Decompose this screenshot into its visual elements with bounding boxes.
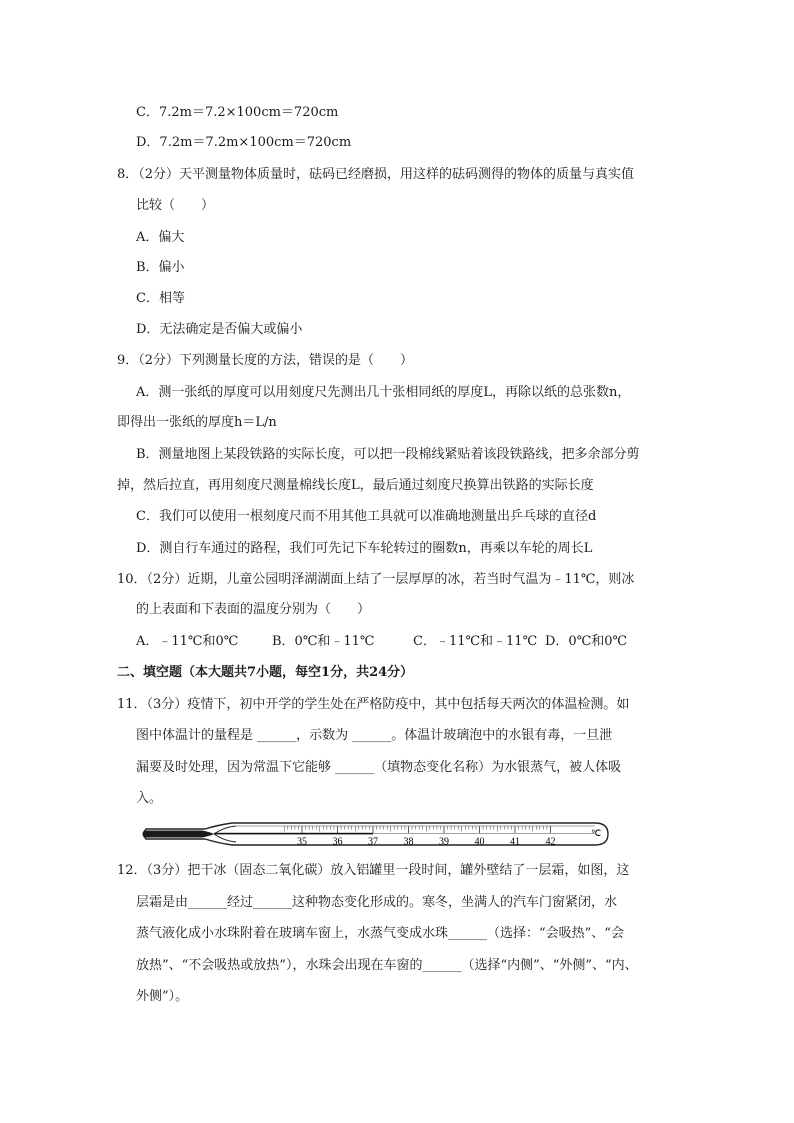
q7-option-d: D．7.2m＝7.2m×100cm＝720cm <box>136 135 352 150</box>
tick-label-41: 41 <box>510 836 520 848</box>
tick-label-42: 42 <box>545 836 556 848</box>
q12-stem-line4: 放热”、“不会吸热或放热”），水珠会出现在车窗的______（选择“内侧”、“外侧”、“内、 <box>136 958 638 973</box>
q11-stem-line1: 11．（3分）疫情下，初中开学的学生处在严格防疫中，其中包括每天两次的体温检测。如 <box>117 697 630 712</box>
tick-label-40: 40 <box>474 836 485 848</box>
q10-option-d: D．0℃和0℃ <box>545 634 628 649</box>
tick-label-38: 38 <box>403 836 414 848</box>
q9-option-d: D．测自行车通过的路程，我们可先记下车轮转过的圈数n，再乘以车轮的周长L <box>136 541 593 556</box>
q9-option-b-line2: 掉，然后拉直，再用刻度尺测量棉线长度L，最后通过刻度尺换算出铁路的实际长度 <box>117 478 594 493</box>
thermometer-unit: ℃ <box>591 828 602 838</box>
mercury-column <box>214 833 373 835</box>
tick-label-39: 39 <box>439 836 449 848</box>
q9-option-a-line1: A．测一张纸的厚度可以用刻度尺先测出几十张相同纸的厚度L，再除以纸的总张数n， <box>136 385 631 400</box>
q9-stem: 9．（2分）下列测量长度的方法，错误的是（ ） <box>117 353 414 368</box>
q9-option-a-line2: 即得出一张纸的厚度h＝L/n <box>117 415 277 430</box>
q11-stem-line3: 漏要及时处理，因为常温下它能够 ______（填物态变化名称）为水银蒸气，被人体吸 <box>136 760 622 775</box>
q12-stem-line3: 蒸气液化成小水珠附着在玻璃车窗上，水蒸气变成水珠______（选择：“会吸热”、“会 <box>136 926 624 941</box>
q10-option-b: B．0℃和﹣11℃ <box>272 634 375 649</box>
thermometer-figure <box>140 817 610 851</box>
q8-stem-line2: 比较（ ） <box>136 198 215 213</box>
q8-stem-line1: 8．（2分）天平测量物体质量时，砝码已经磨损，用这样的砝码测得的物体的质量与真实值 <box>117 167 635 182</box>
q10-stem-line1: 10．（2分）近期，儿童公园明泽湖湖面上结了一层厚厚的冰，若当时气温为﹣11℃，则冰 <box>117 572 635 587</box>
thermometer-bulb <box>143 831 215 838</box>
q12-stem-line1: 12．（3分）把干冰（固态二氧化碳）放入铝罐里一段时间，罐外壁结了一层霜，如图，这 <box>117 863 630 878</box>
q8-option-a: A．偏大 <box>136 230 185 245</box>
q9-option-c: C．我们可以使用一根刻度尺而不用其他工具就可以准确地测量出乒乓球的直径d <box>136 509 597 524</box>
q8-option-b: B．偏小 <box>136 260 185 275</box>
q8-option-c: C．相等 <box>136 291 185 306</box>
q11-stem-line4: 入。 <box>136 791 163 806</box>
tick-label-35: 35 <box>297 836 307 848</box>
q10-option-a: A．﹣11℃和0℃ <box>136 634 239 649</box>
q10-stem-line2: 的上表面和下表面的温度分别为（ ） <box>136 602 371 617</box>
section-heading: 二、填空题（本大题共7小题，每空1分，共24分） <box>117 665 414 680</box>
q7-option-c: C．7.2m＝7.2×100cm＝720cm <box>136 105 339 120</box>
q10-option-c: C．﹣11℃和﹣11℃ <box>413 634 538 649</box>
q9-option-b-line1: B．测量地图上某段铁路的实际长度，可以把一段棉线紧贴着该段铁路线，把多余部分剪 <box>136 447 640 462</box>
q11-stem-line2: 图中体温计的量程是 ______，示数为 ______。体温计玻璃泡中的水银有毒，一旦泄 <box>136 728 613 743</box>
tick-label-36: 36 <box>332 836 343 848</box>
q12-stem-line5: 外侧”）。 <box>136 989 189 1004</box>
tick-label-37: 37 <box>368 836 378 848</box>
q12-stem-line2: 层霜是由______经过______这种物态变化形成的。寒冬，坐满人的汽车门窗紧闭，水 <box>136 895 618 910</box>
q8-option-d: D．无法确定是否偏大或偏小 <box>136 322 303 337</box>
